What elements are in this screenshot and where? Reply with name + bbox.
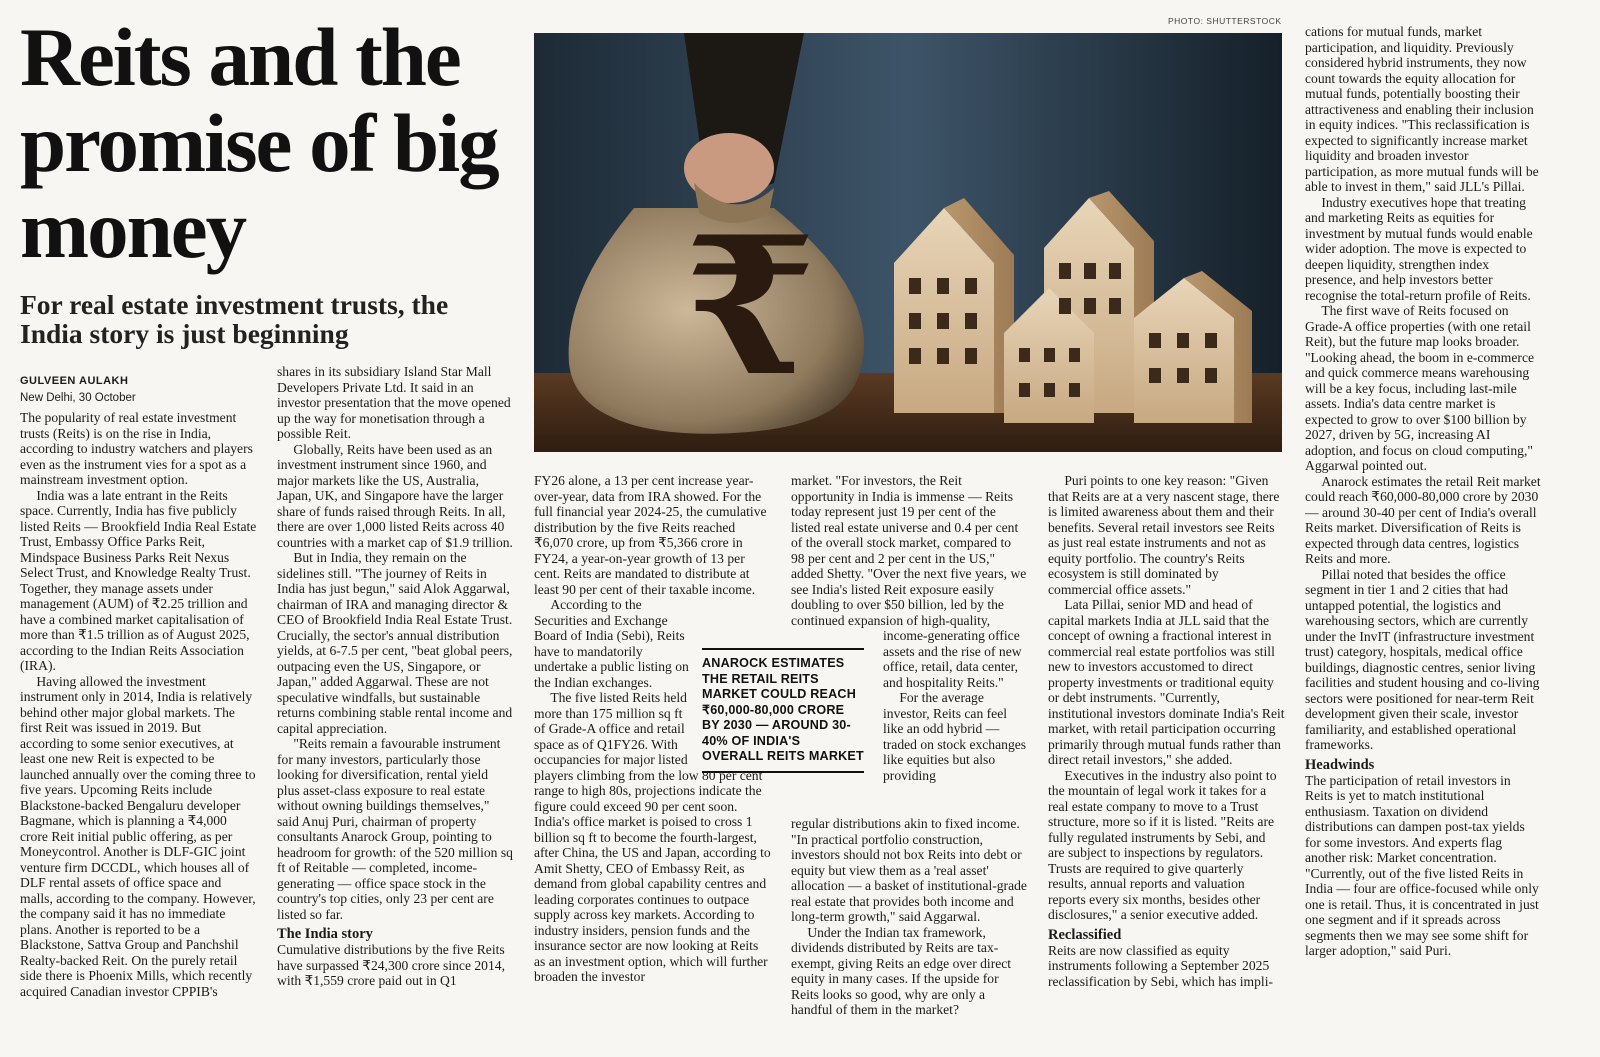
paragraph: FY26 alone, a 13 per cent increase year-over-year, data from IRA showed. For the full financial year 2024-25, the cumulative distribution by the five Reits reached ₹6,070 crore, up from ₹5,366 crore in FY24, a year-on-year growth of 13 per cent. Reits are mandated to distribute at least 90 per cent of their taxable income. (534, 473, 767, 597)
paragraph: The first wave of Reits focused on Grade-A office properties (with one retail Reit), but the future map looks broader. "Looking ahead, the boom in e-commerce and quick commerce means warehousing will be a key focus, including last-mile assets. India's data centre market is expected to grow to over $100 billion by 2027, driven by 5G, increasing AI adoption, and focus on cloud computing," Aggarwal pointed out. (1305, 303, 1535, 473)
paragraph: Under the Indian tax framework, dividends distributed by Reits are tax-exempt, giving Reits an edge over direct equity in many cases. If the upside for Reits looks so good, why are only a handful of them in the market? (791, 924, 1012, 1017)
byline: GULVEEN AULAKH (20, 375, 129, 387)
paragraph: India was a late entrant in the Reits space. Currently, India has five publicly listed Reits — Brookfield India Real Estate Trust, Embassy Office Parks Reit, Mindspace Business Parks Reit Nexus Select Trust, and Knowledge Realty Trust. Together, they manage assets under management (AUM) of ₹2.25 trillion and have a combined market capitalisation of more than ₹1.5 trillion as of August 2025, according to the Indian Reits Association (IRA). (20, 487, 257, 673)
paragraph: Having allowed the investment instrument only in 2014, India is relatively behind other major global markets. The first Reit was issued in 2019. But according to some senior executives, at least one new Reit is expected to be launched annually over the coming three to five years. Upcoming Reits include Blackstone-backed Bengaluru developer Bagmane, which is planning a ₹4,000 crore Reit initial public offering, as per Moneycontrol. Another is DLF-GIC joint venture firm DCCDL, which houses all of DLF rental assets of office space and malls, according to the company. However, the company said it has no immediate plans. Another is reported to be a Blackstone, Sattva Group and Panchshil Realty-backed Reit. On the purely retail side there is Phoenix Mills, which recently acquired Canadian investor CPPIB's (20, 673, 256, 999)
article-column-6 (1305, 24, 1542, 1034)
article-column-3 (534, 473, 771, 1033)
paragraph: Executives in the industry also point to the mountain of legal work it takes for a real estate company to move to a Trust structure, more so if it is listed. "Reits are fully regulated instruments by Sebi, and are subject to inspections by regulators. Trusts are required to give quarterly results, annual reports and valuation reports every six months, besides other disclosures," a senior executive added. (1048, 767, 1277, 922)
article-column-4 (791, 473, 1028, 1033)
headline: Reits and the promise of big money (20, 11, 498, 275)
subhead-reclassified: Reclassified (1048, 926, 1122, 943)
subhead-india-story: The India story (277, 926, 373, 942)
paragraph: regular distributions akin to fixed income. "In practical portfolio construction, investors should not box Reits into debt or equity but view them as a 'real asset' allocation — a basket of institutional-grade real estate that provides both income and long-term growth," said Aggarwal. (791, 816, 1027, 924)
paragraph: Industry executives hope that treating and marketing Reits as equities for investment by mutual funds would enable wider adoption. The move is expected to deepen liquidity, strengthen index presence, and help investors better recognise the total-return profile of Reits. (1305, 194, 1533, 303)
article-photo (534, 33, 1282, 452)
money-bag-and-houses-illustration (534, 33, 1282, 452)
subhead-headwinds: Headwinds (1305, 756, 1375, 773)
dateline: New Delhi, 30 October (20, 392, 136, 404)
paragraph: cations for mutual funds, market participation, and liquidity. Previously considered hybrid instruments, they now count towards the equity allocation for mutual funds, potentially boosting their attractiveness and enabling their inclusion in equity indices. "This reclassification is expected to significantly increase market liquidity and broaden investor participation, as more mutual funds will be able to invest in them," said JLL's Pillai. (1305, 24, 1539, 194)
paragraph: Globally, Reits have been used as an investment instrument since 1960, and major markets like the US, Australia, Japan, UK, and Singapore have the larger share of funds raised through Reits. In all, there are over 1,000 listed Reits across 40 countries with a market cap of $1.9 trillion. (277, 441, 513, 550)
paragraph: According to the Securities and Exchange Board of India (Sebi), Reits have to mandatorily undertake a public listing on the Indian exchanges. (534, 597, 689, 690)
paragraph: income-generating office assets and the rise of new office, retail, data center, and hospitality Reits." (883, 628, 1022, 690)
photo-credit: PHOTO: SHUTTERSTOCK (1168, 16, 1282, 26)
paragraph: The five listed Reits held more than 175 million sq ft of Grade-A office and retail space as of Q1FY26. With occupancies for major listed players climbing from the low 80 per cent range to high 80s, projections indicate the figure could exceed 90 per cent soon. India's office market is poised to cross 1 billion sq ft to become the fourth-largest, after China, the US and Japan, according to Amit Shetty, CEO of Embassy Reit, as demand from global capability centres and leading corporates continues to outpace supply across key markets. According to industry insiders, pension funds and the insurance sector are now looking at Reits as an investment option, which will further broaden the investor (534, 690, 771, 984)
pull-quote: ANAROCK ESTIMATES THE RETAIL REITS MARKET COULD REACH ₹60,000-80,000 CRORE BY 2030 — AROUND 30-40% OF INDIA'S OVERALL REITS MARKET (702, 648, 864, 773)
paragraph: market. "For investors, the Reit opportunity in India is immense — Reits today represent just 19 per cent of the listed real estate universe and 0.4 per cent of the overall stock market, compared to 98 per cent and 2 per cent in the US," added Shetty. "Over the next five years, we see India's listed Reit exposure easily doubling to over $50 billion, led by the continued expansion of high-quality, (791, 473, 1027, 628)
paragraph: Cumulative distributions by the five Reits have surpassed ₹24,300 crore since 2014, with ₹1,559 crore paid out in Q1 (277, 942, 505, 988)
rupee-symbol: ₹ (684, 195, 817, 418)
pull-quote-spacer (791, 628, 883, 816)
paragraph: "Reits remain a favourable instrument for many investors, particularly those looking for diversification, rental yield plus asset-class exposure to real estate without owning buildings themselves," said Anuj Puri, chairman of property consultants Anarock Group, pointing to headroom for growth: of the 520 million sq ft of Reitable — completed, income-generating — office space stock in the country's top cities, only 23 per cent are listed so far. (277, 736, 513, 922)
deck-subheadline: For real estate investment trusts, the India story is just beginning (20, 289, 449, 349)
paragraph: The popularity of real estate investment trusts (Reits) is on the rise in India, according to industry watchers and players even as the instrument vies for a spot as a mainstream investment option. (20, 410, 253, 487)
pull-quote-spacer (689, 611, 771, 755)
paragraph: shares in its subsidiary Island Star Mall Developers Private Ltd. It said in an investor presentation that the move opened up the way for monetisation through a possible Reit. (277, 364, 511, 441)
article-column-1 (20, 410, 257, 1048)
paragraph: But in India, they remain on the sidelines still. "The journey of Reits in India has just begun," said Alok Aggarwal, chairman of IRA and managing director & CEO of Brookfield India Real Estate Trust. Crucially, the sector's annual distribution yields, at 6-7.5 per cent, "beat global peers, outpacing even the US, Singapore, or Japan," added Aggarwal. These are not speculative windfalls, but sustainable returns combining stable rental income and capital appreciation. (277, 550, 513, 736)
paragraph: The participation of retail investors in Reits is yet to match institutional enthusiasm. Taxation on dividend distributions can dampen post-tax yields for some investors. And experts flag another risk: Market concentration. "Currently, out of the five listed Reits in India — four are office-focused while only one is retail. Thus, it is concentrated in just one segment and if it spreads across segments then we may see some shift for larger adoption," said Puri. (1305, 772, 1539, 958)
paragraph: Pillai noted that besides the office segment in tier 1 and 2 cities that had untapped potential, the logistics and warehousing sectors, which are currently under the InvIT (infrastructure investment trust) category, hospitals, medical office buildings, diagnostic centres, senior living facilities and student housing and co-living sectors were positioned for near-term Reit development given their scale, investor familiarity, and established operational frameworks. (1305, 566, 1540, 752)
paragraph: Puri points to one key reason: "Given that Reits are at a very nascent stage, there is limited awareness about them and their benefits. Several retail investors see Reits as just real estate instruments and not as equity portfolio. The country's Reits ecosystem is still dominated by commercial office assets." (1048, 473, 1280, 597)
paragraph: Reits are now classified as equity instruments following a September 2025 reclassification by Sebi, which has impli- (1048, 942, 1274, 989)
paragraph: Lata Pillai, senior MD and head of capital markets India at JLL said that the concept of owning a fractional interest in commercial real estate portfolios was still new to investors accustomed to direct property investments or traditional equity or debt instruments. "Currently, institutional investors dominate India's Reit market, with retail participation occurring primarily through mutual funds rather than direct retail investors," she added. (1048, 597, 1285, 767)
paragraph: Anarock estimates the retail Reit market could reach ₹60,000-80,000 crore by 2030 — around 30-40 per cent of India's overall Reits market. Diversification of Reits is expected through data centres, logistics Reits and more. (1305, 473, 1541, 566)
paragraph: For the average investor, Reits can feel like an odd hybrid — traded on stock exchanges like equities but also providing (883, 690, 1027, 783)
article-column-2 (277, 364, 514, 1048)
article-column-5 (1048, 473, 1285, 1033)
